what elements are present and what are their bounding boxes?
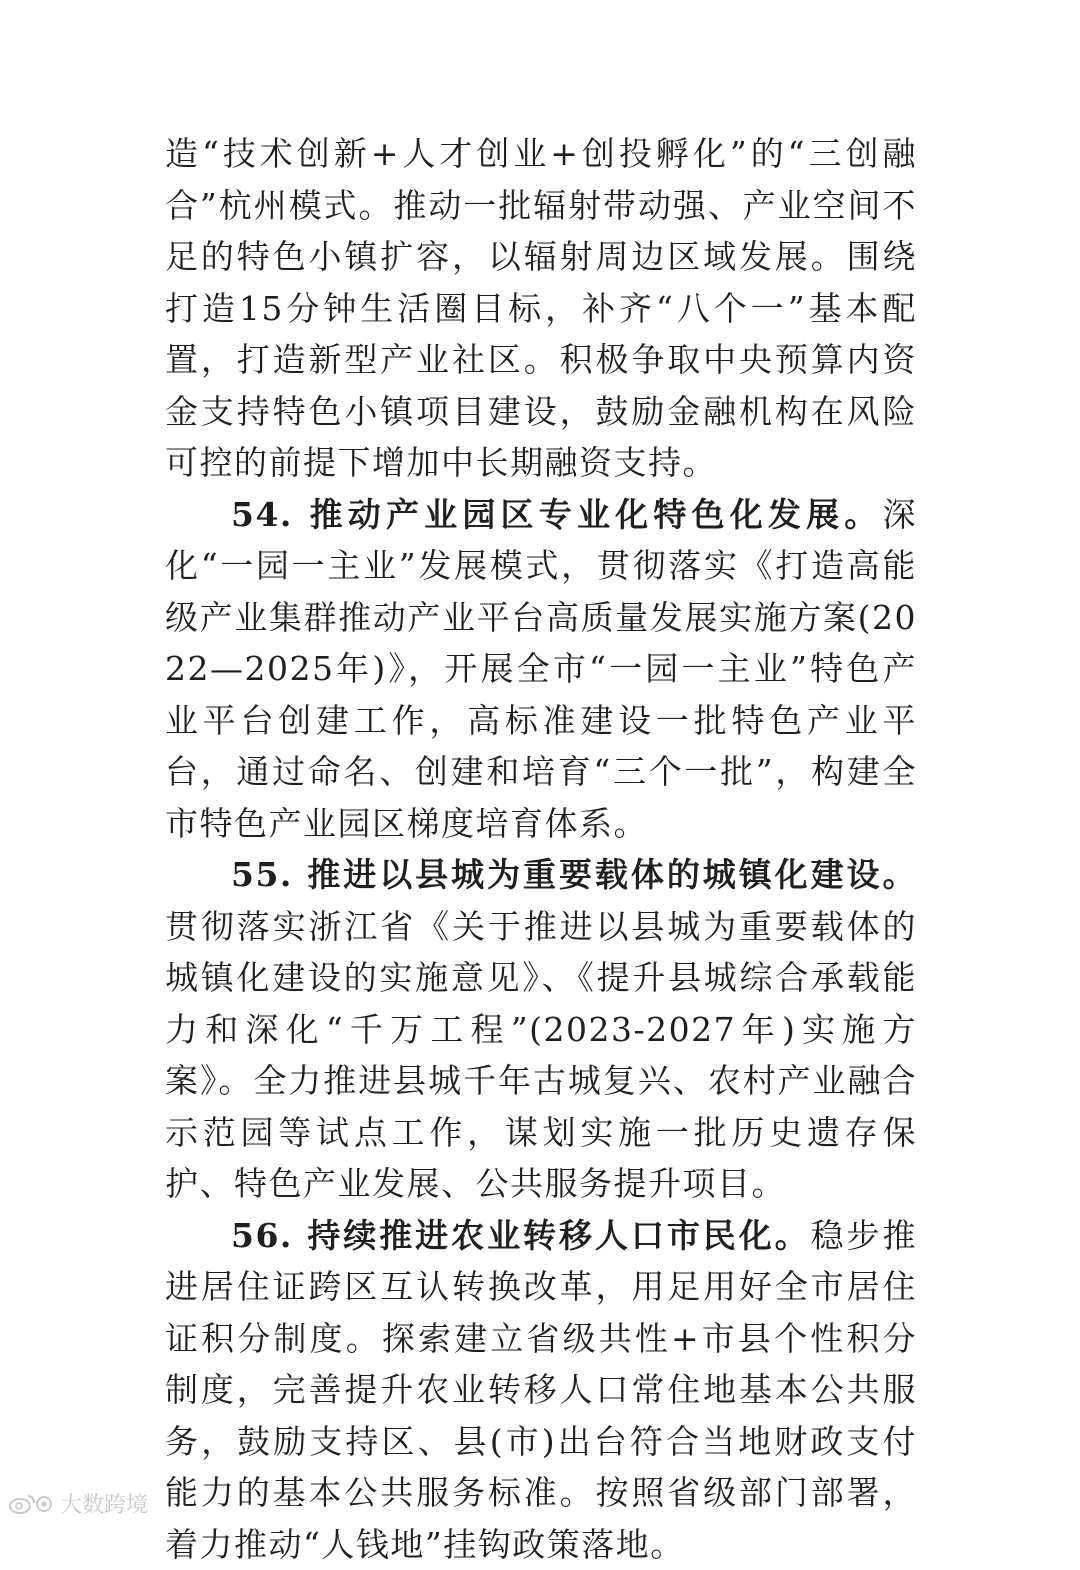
watermark	[8, 1488, 148, 1519]
document-page	[165, 128, 917, 1570]
paragraph-body: 造“技术创新+人才创业+创投孵化”的“三创融合”杭州模式。推动一批辐射带动强、产业空间不足的特色小镇扩容，以辐射周边区域发展。围绕打造15分钟生活圈目标，补齐“八个一”基本配置，打造新型产业社区。积极争取中央预算内资金支持特色小镇项目建设，鼓励金融机构在风险可控的前提下增加中长期融资支持。	[165, 134, 917, 482]
paragraph-body: 稳步推进居住证跨区互认转换改革，用足用好全市居住证积分制度。探索建立省级共性+市县个性积分制度，完善提升农业转移人口常住地基本公共服务，鼓励支持区、县(市)出台符合当地财政支付能力的基本公共服务标准。按照省级部门部署，着力推动“人钱地”挂钩政策落地。	[165, 1216, 917, 1564]
weibo-logo-icon	[8, 1492, 56, 1516]
watermark-text: 大数跨境	[60, 1488, 148, 1519]
paragraph-heading: 55. 推进以县城为重要载体的城镇化建设。	[231, 855, 917, 894]
paragraph-body: 贯彻落实浙江省《关于推进以县城为重要载体的城镇化建设的实施意见》、《提升县城综合承载能力和深化“千万工程”(2023-2027年)实施方案》。全力推进县城千年古城复兴、农村产业融合示范园等试点工作，谋划实施一批历史遗存保护、特色产业发展、公共服务提升项目。	[165, 907, 917, 1204]
paragraph-body: 深化“一园一主业”发展模式，贯彻落实《打造高能级产业集群推动产业平台高质量发展实施方案(2022—2025年)》，开展全市“一园一主业”特色产业平台创建工作，高标准建设一批特色产业平台，通过命名、创建和培育“三个一批”，构建全市特色产业园区梯度培育体系。	[165, 495, 917, 843]
paragraph-56	[165, 1210, 917, 1570]
paragraph-continuation	[165, 128, 917, 489]
paragraph-heading: 56. 持续推进农业转移人口市民化。	[231, 1216, 811, 1255]
paragraph-55	[165, 849, 917, 1210]
paragraph-54	[165, 489, 917, 850]
paragraph-heading: 54. 推动产业园区专业化特色化发展。	[231, 495, 883, 534]
